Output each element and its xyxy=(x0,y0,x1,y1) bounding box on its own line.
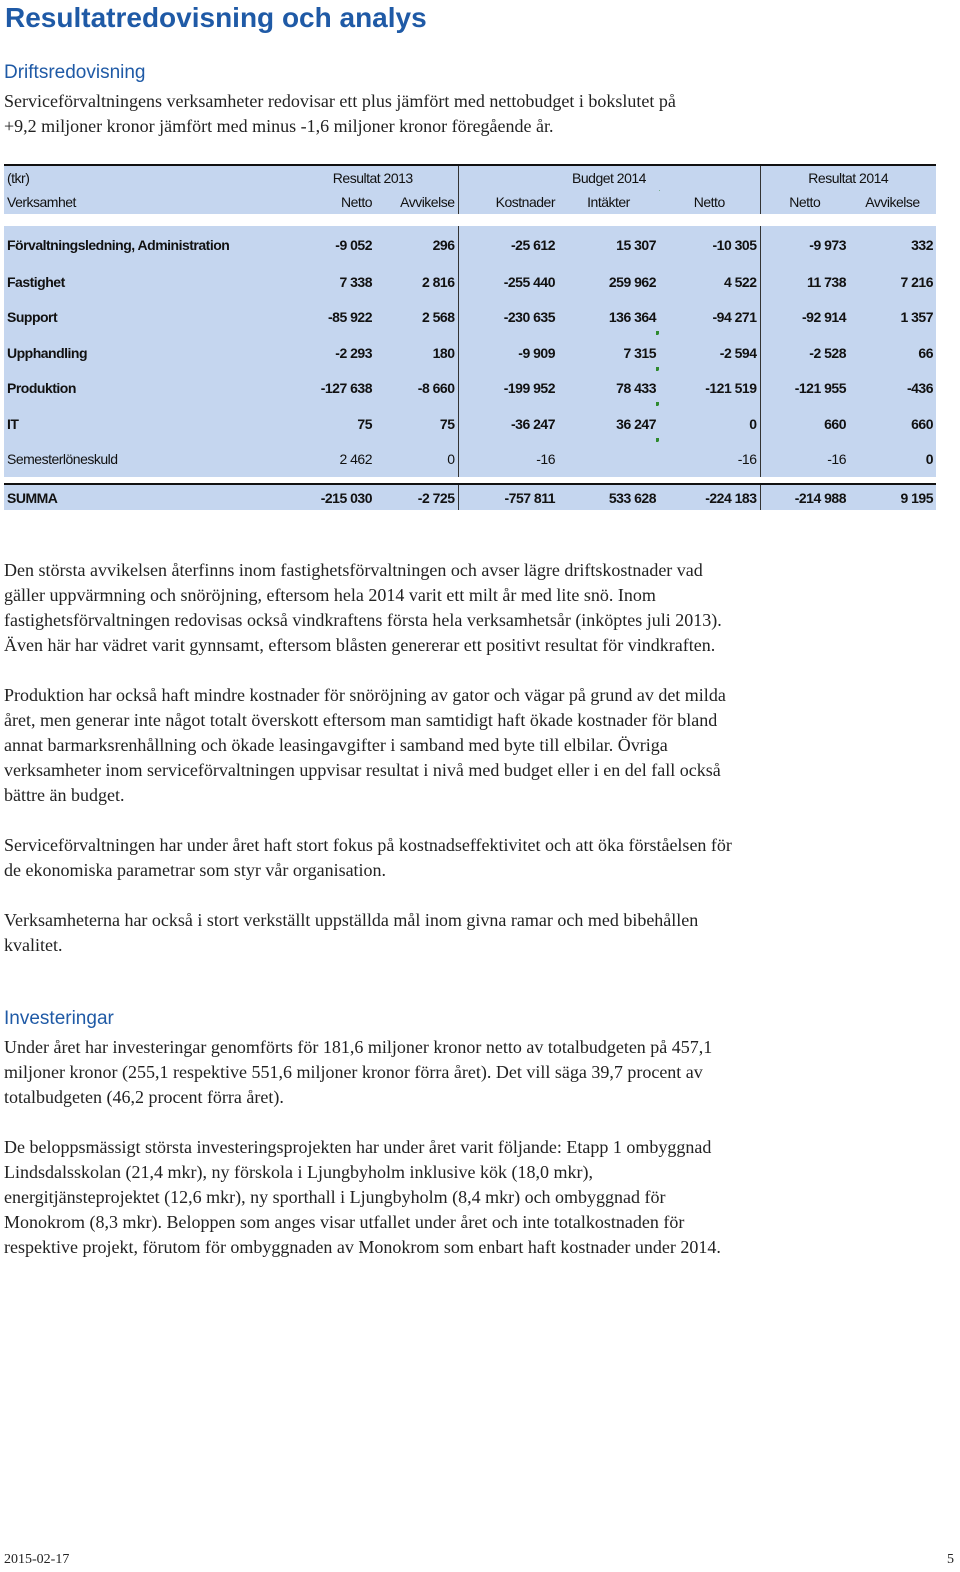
cell: -2 725 xyxy=(375,484,458,510)
text-line: verksamheter inom serviceförvaltningen uppvisar resultat i nivå med budget eller i en del fall också xyxy=(4,760,721,780)
cell: -16 xyxy=(659,442,760,478)
cell: 7 216 xyxy=(849,264,936,300)
table-row xyxy=(4,371,936,407)
cell: 9 195 xyxy=(849,484,936,510)
cell: 2 462 xyxy=(288,442,375,478)
cell xyxy=(558,406,659,442)
cell: -2 293 xyxy=(288,335,375,371)
table-row xyxy=(4,335,936,371)
cell: -2 528 xyxy=(760,335,849,371)
paragraph-fokus xyxy=(4,833,904,883)
cell: 296 xyxy=(375,226,458,264)
cell: -2 594 xyxy=(659,335,760,371)
cell: 2 816 xyxy=(375,264,458,300)
text-line: Även här har vädret varit gynnsamt, eftersom blåsten genererar ett positivt resultat för vindkraften. xyxy=(4,635,716,655)
cell: -16 xyxy=(760,442,849,478)
cell: 75 xyxy=(288,406,375,442)
text-line: Serviceförvaltningen har under året haft stort fokus på kostnadseffektivitet och att öka förståelsen för xyxy=(4,835,732,855)
table-subheader-row xyxy=(4,190,936,214)
cell: 660 xyxy=(760,406,849,442)
text-line: Serviceförvaltningens verksamheter redovisar ett plus jämfört med nettobudget i bokslutet på xyxy=(4,91,676,111)
cell xyxy=(558,300,659,336)
table-row xyxy=(4,226,936,264)
cell: -215 030 xyxy=(288,484,375,510)
section-heading-investeringar: Investeringar xyxy=(4,1008,114,1029)
cell: -9 973 xyxy=(760,226,849,264)
spacer-row xyxy=(4,477,936,484)
row-name: Förvaltningsledning, Administration xyxy=(4,226,288,264)
cell: 180 xyxy=(375,335,458,371)
row-name: IT xyxy=(4,406,288,442)
cell xyxy=(558,371,659,407)
cell: 660 xyxy=(849,406,936,442)
cell: 0 xyxy=(375,442,458,478)
group-header-resultat-2014: Resultat 2014 xyxy=(760,165,936,190)
group-header-resultat-2013: Resultat 2013 xyxy=(288,165,458,190)
column-header: Avvikelse xyxy=(375,190,458,214)
cell: -8 660 xyxy=(375,371,458,407)
cell xyxy=(558,442,659,478)
paragraph-fastighet xyxy=(4,558,904,658)
cell: -9 909 xyxy=(458,335,558,371)
column-header: Netto xyxy=(760,190,849,214)
text-line: fastighetsförvaltningen redovisas också vindkraftens första hela verksamhetsår (inköptes juli 2013). xyxy=(4,610,722,630)
cell: -199 952 xyxy=(458,371,558,407)
text-line: Den största avvikelsen återfinns inom fastighetsförvaltningen och avser lägre driftskostnader vad xyxy=(4,560,703,580)
comment-marker xyxy=(656,438,659,442)
paragraph-invest-summary xyxy=(4,1035,904,1110)
cell-text: 7 315 xyxy=(623,344,656,361)
text-line: De beloppsmässigt största investeringsprojekten har under året varit följande: Etapp 1 ombyggnad xyxy=(4,1137,712,1157)
cell: 2 568 xyxy=(375,300,458,336)
cell xyxy=(558,335,659,371)
cell: 533 628 xyxy=(558,484,659,510)
cell: 7 338 xyxy=(288,264,375,300)
row-name: Produktion xyxy=(4,371,288,407)
text-line: bättre än budget. xyxy=(4,785,125,805)
cell-text: 136 364 xyxy=(608,309,656,326)
intro-paragraph xyxy=(4,89,904,139)
unit-label: (tkr) xyxy=(4,165,288,190)
paragraph-invest-projects xyxy=(4,1135,904,1260)
table-header-row xyxy=(4,165,936,190)
cell: -94 271 xyxy=(659,300,760,336)
section-heading-drift: Driftsredovisning xyxy=(4,62,146,83)
table-row xyxy=(4,406,936,442)
cell: -214 988 xyxy=(760,484,849,510)
cell: -9 052 xyxy=(288,226,375,264)
cell: 0 xyxy=(849,442,936,478)
result-table xyxy=(4,164,936,510)
cell: 4 522 xyxy=(659,264,760,300)
table-row xyxy=(4,264,936,300)
cell: -230 635 xyxy=(458,300,558,336)
cell: 1 357 xyxy=(849,300,936,336)
cell: -10 305 xyxy=(659,226,760,264)
row-name: Upphandling xyxy=(4,335,288,371)
page-title: Resultatredovisning och analys xyxy=(5,2,427,33)
text-line: Monokrom (8,3 mkr). Beloppen som anges visar utfallet under året och inte totalkostnaden för xyxy=(4,1212,685,1232)
row-name: SUMMA xyxy=(4,484,288,510)
cell: 0 xyxy=(659,406,760,442)
text-line: gäller uppvärmning och snöröjning, eftersom hela 2014 varit ett milt år med lite snö. Inom xyxy=(4,585,656,605)
cell: 15 307 xyxy=(558,226,659,264)
cell: 332 xyxy=(849,226,936,264)
cell: -757 811 xyxy=(458,484,558,510)
column-header: Intäkter xyxy=(558,190,659,214)
text-line: Under året har investeringar genomförts för 181,6 miljoner kronor netto av totalbudgeten på 457,1 xyxy=(4,1037,713,1057)
page-number: 5 xyxy=(947,1552,954,1567)
cell: -224 183 xyxy=(659,484,760,510)
cell: 259 962 xyxy=(558,264,659,300)
cell: -436 xyxy=(849,371,936,407)
cell-text: 78 433 xyxy=(616,380,656,397)
text-line: totalbudgeten (46,2 procent förra året). xyxy=(4,1087,284,1107)
text-line: annat barmarksrenhållning och ökade leasingavgifter i samband med byte till elbilar. Övriga xyxy=(4,735,668,755)
cell: -85 922 xyxy=(288,300,375,336)
text-line: respektive projekt, förutom för ombyggnaden av Monokrom som enbart haft kostnader under 2014. xyxy=(4,1237,721,1257)
text-line: miljoner kronor (255,1 respektive 551,6 miljoner kronor förra året). Det vill säga 39,7 procent av xyxy=(4,1062,703,1082)
spacer-row xyxy=(4,214,936,226)
cell: -92 914 xyxy=(760,300,849,336)
paragraph-mal xyxy=(4,908,904,958)
cell: 66 xyxy=(849,335,936,371)
cell: -25 612 xyxy=(458,226,558,264)
text-line: Lindsdalsskolan (21,4 mkr), ny förskola i Ljungbyholm inklusive kök (18,0 mkr), xyxy=(4,1162,593,1182)
text-line: Verksamheterna har också i stort verkställt uppställda mål inom givna ramar och med bibehållen xyxy=(4,910,699,930)
table-row xyxy=(4,300,936,336)
text-line: Produktion har också haft mindre kostnader för snöröjning av gator och vägar på grund av det milda xyxy=(4,685,726,705)
group-header-budget-2014: Budget 2014 xyxy=(458,165,760,190)
table-row xyxy=(4,442,936,478)
column-header: Kostnader xyxy=(458,190,558,214)
column-header: Netto xyxy=(288,190,375,214)
cell: -121 519 xyxy=(659,371,760,407)
row-name: Support xyxy=(4,300,288,336)
cell: -16 xyxy=(458,442,558,478)
text-line: +9,2 miljoner kronor jämfört med minus -1,6 miljoner kronor föregående år. xyxy=(4,116,554,136)
column-header: Avvikelse xyxy=(849,190,936,214)
comment-marker xyxy=(659,190,662,194)
cell: 11 738 xyxy=(760,264,849,300)
column-header xyxy=(659,190,760,214)
text-line: de ekonomiska parametrar som styr vår organisation. xyxy=(4,860,387,880)
text-line: året, men generar inte något totalt överskott eftersom man samtidigt haft ökade kostnader för bland xyxy=(4,710,718,730)
cell-text: 36 247 xyxy=(616,415,656,432)
column-header-text: Netto xyxy=(693,194,725,210)
row-name: Semesterlöneskuld xyxy=(4,442,288,478)
text-line: kvalitet. xyxy=(4,935,63,955)
cell: -255 440 xyxy=(458,264,558,300)
row-name: Fastighet xyxy=(4,264,288,300)
footer-date: 2015-02-17 xyxy=(4,1552,70,1567)
text-line: energitjänsteprojektet (12,6 mkr), ny sporthall i Ljungbyholm (8,4 mkr) och ombyggnad för xyxy=(4,1187,666,1207)
paragraph-produktion xyxy=(4,683,904,808)
column-header-verksamhet: Verksamhet xyxy=(4,190,288,214)
cell: -36 247 xyxy=(458,406,558,442)
summa-row xyxy=(4,484,936,510)
cell: -121 955 xyxy=(760,371,849,407)
cell: 75 xyxy=(375,406,458,442)
cell: -127 638 xyxy=(288,371,375,407)
